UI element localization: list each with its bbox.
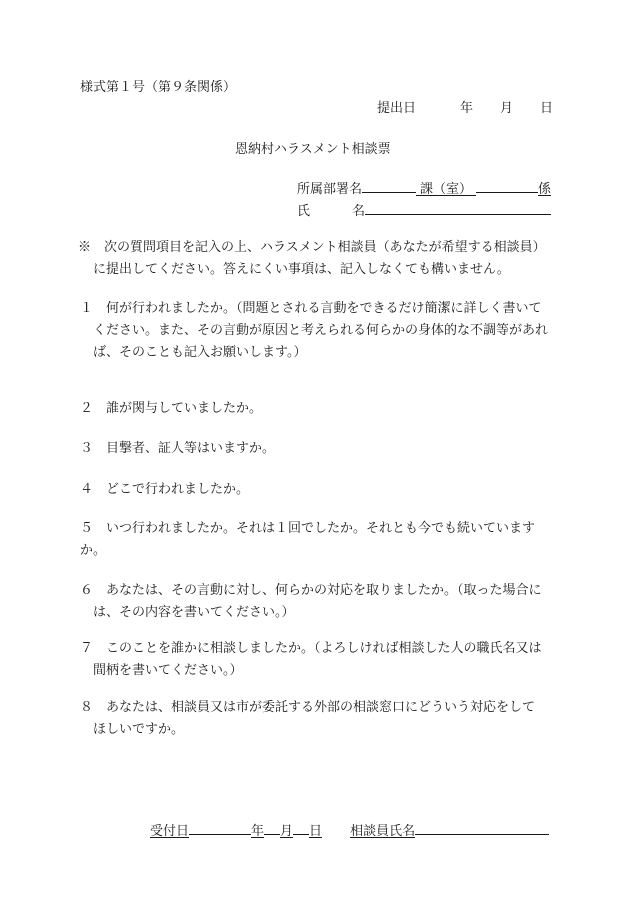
day-label: 日	[540, 101, 554, 116]
subsection-label: 係	[538, 182, 552, 197]
question-1-lead: １ 何が行われましたか。（問題とされる言動をできるだけ簡潔に詳しく書いて	[80, 301, 542, 316]
dept-blank[interactable]	[362, 178, 416, 193]
question-8-lead: ８ あなたは、相談員又は市が委託する外部の相談窓口にどういう対応をして	[80, 700, 536, 715]
received-month-gap	[264, 820, 280, 835]
question-1-cont-2: ば、そのことも記入お願いします。）	[93, 345, 307, 360]
document-title: 恩納村ハラスメント相談票	[235, 142, 391, 157]
month-label: 月	[500, 101, 514, 116]
received-label: 受付日	[150, 824, 190, 839]
question-5-cont: か。	[80, 543, 107, 558]
question-6-lead: ６ あなたは、その言動に対し、何らかの対応を取りましたか。（取った場合に	[80, 583, 542, 598]
section-blank[interactable]	[476, 178, 538, 193]
counselor-name-blank[interactable]	[415, 820, 549, 835]
received-date-blank[interactable]	[189, 820, 251, 835]
question-4	[80, 479, 555, 501]
question-8	[80, 697, 555, 741]
question-4-lead: ４ どこで行われましたか。	[80, 482, 250, 497]
question-6-cont-1: は、その内容を書いてください。）	[93, 605, 295, 620]
dept-label: 所属部署名	[297, 182, 363, 197]
question-3	[80, 438, 555, 460]
received-year-label: 年	[251, 824, 265, 839]
question-1-cont-1: ください。また、その言動が原因と考えられる何らかの身体的な不調等があれ	[93, 323, 549, 338]
name-line	[297, 200, 551, 221]
question-1	[80, 298, 555, 364]
question-2	[80, 398, 555, 420]
name-blank[interactable]	[365, 200, 551, 215]
name-label-2: 名	[352, 204, 366, 219]
question-3-lead: ３ 目撃者、証人等はいますか。	[80, 441, 276, 456]
name-label-1: 氏	[297, 204, 311, 219]
received-day-gap	[293, 820, 309, 835]
received-day-label: 日	[309, 824, 323, 839]
question-6	[80, 580, 555, 624]
reception-footer	[150, 820, 549, 841]
note-line-2: に提出してください。答えにくい事項は、記入しなくても構いません。	[93, 262, 510, 277]
section-label: 課（室）	[416, 181, 476, 196]
question-5-lead: ５ いつ行われましたか。それは１回でしたか。それとも今でも続いています	[80, 521, 536, 536]
submit-date-line	[377, 100, 553, 118]
submit-date-label: 提出日	[377, 101, 417, 116]
department-line	[297, 178, 551, 199]
form-number: 様式第１号（第９条関係）	[80, 80, 237, 95]
counselor-label: 相談員氏名	[350, 824, 416, 839]
question-2-lead: ２ 誰が関与していましたか。	[80, 401, 263, 416]
question-7-lead: ７ このことを誰かに相談しましたか。（よろしければ相談した人の職氏名又は	[80, 641, 542, 656]
note-line-1: ※ 次の質問項目を記入の上、ハラスメント相談員（あなたが希望する相談員）	[78, 240, 546, 255]
question-7-cont-1: 間柄を書いてください。）	[93, 663, 243, 678]
question-5	[80, 518, 555, 562]
question-8-cont-1: ほしいですか。	[93, 722, 185, 737]
question-7	[80, 638, 555, 682]
received-month-label: 月	[280, 824, 294, 839]
year-label: 年	[460, 101, 474, 116]
instruction-note	[80, 237, 555, 281]
